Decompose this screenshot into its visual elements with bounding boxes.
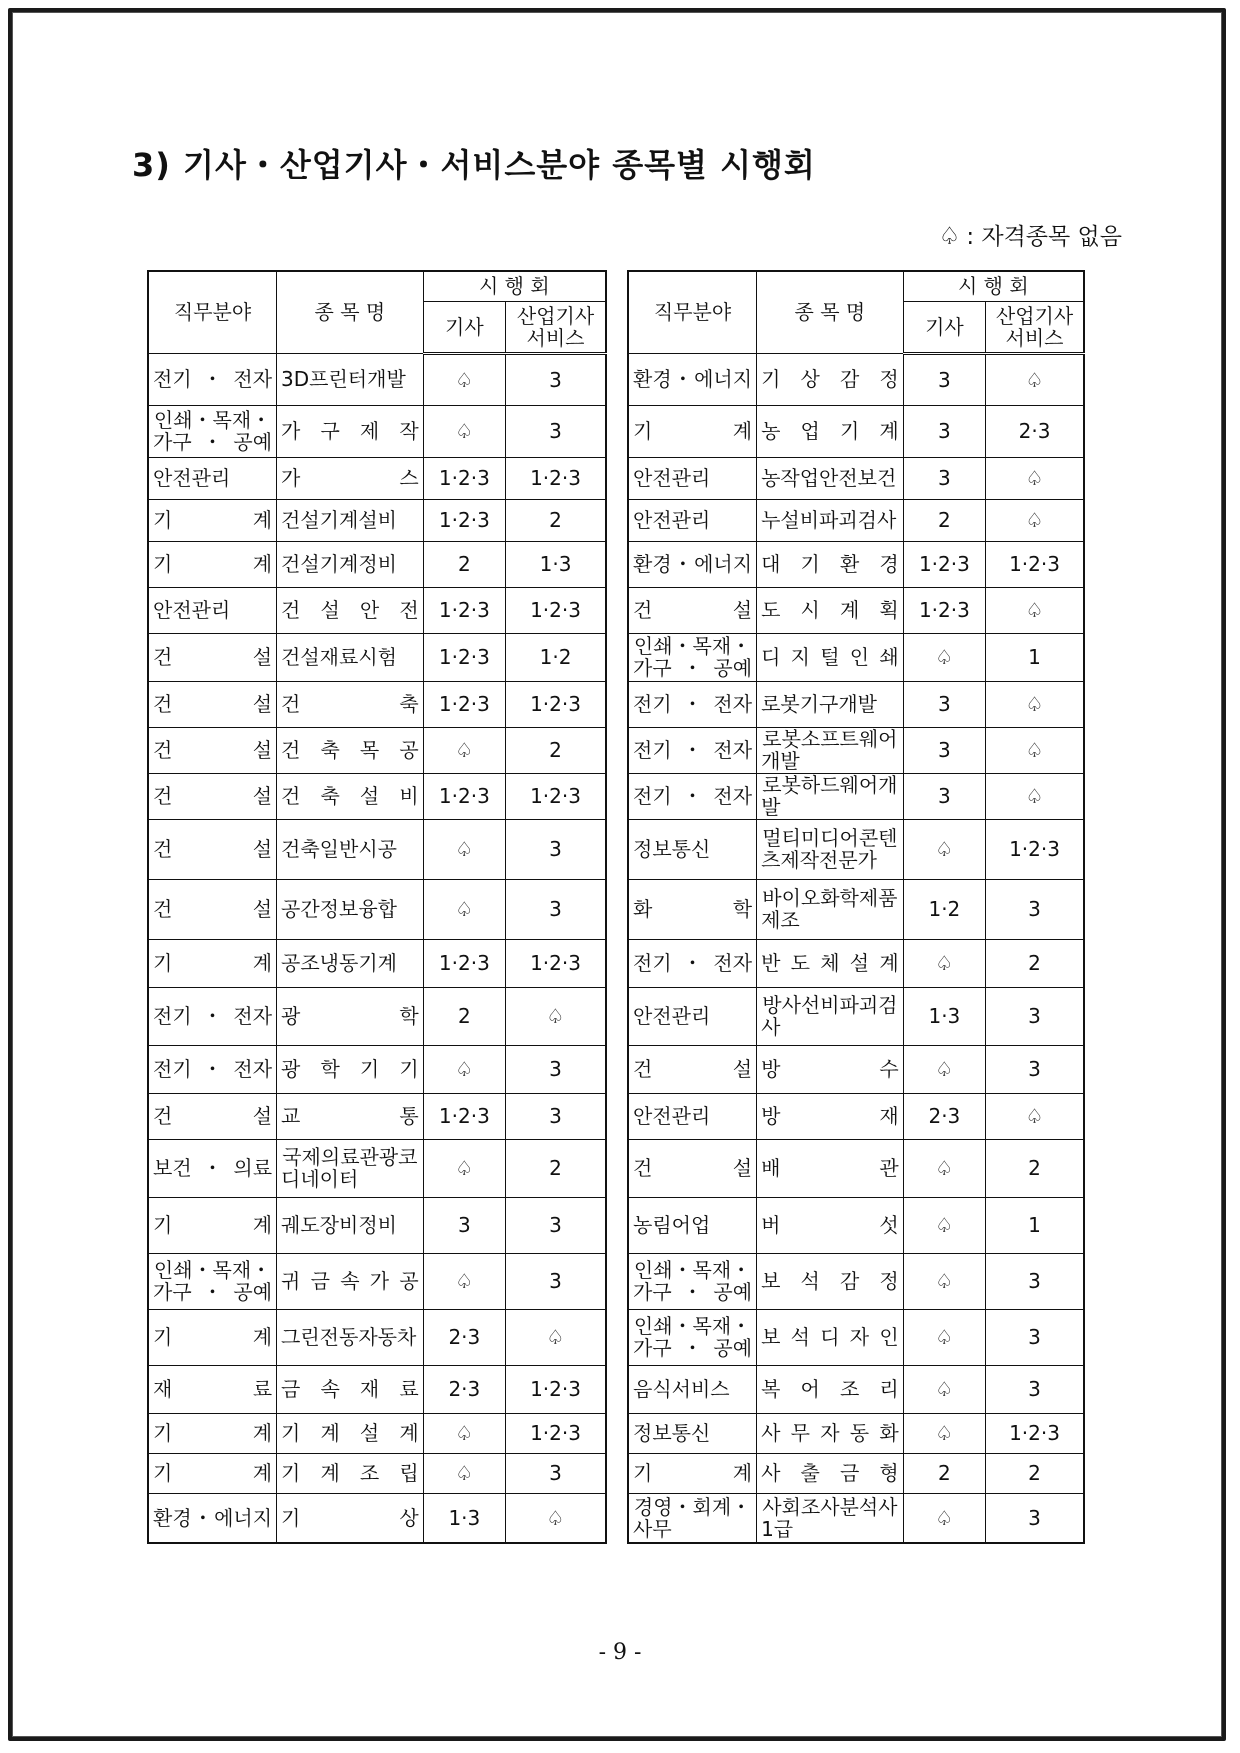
sanup-cell: 2 xyxy=(506,499,606,541)
sanup-cell: 1·2·3 xyxy=(506,681,606,727)
sanup-cell: 3 xyxy=(506,405,606,457)
sanup-cell: 3 xyxy=(506,819,606,879)
gisa-cell: ♤ xyxy=(423,1045,505,1093)
page-number: - 9 - xyxy=(598,1640,642,1665)
gisa-cell: ♤ xyxy=(903,633,985,681)
table-row xyxy=(148,819,606,879)
sanup-cell: 3 xyxy=(506,1453,606,1493)
gisa-cell: ♤ xyxy=(423,1139,505,1197)
table-row xyxy=(628,587,1084,633)
gisa-cell: 1·3 xyxy=(423,1493,505,1543)
section-heading: 3) 기사・산업기사・서비스분야 종목별 시행회 xyxy=(132,146,816,184)
gisa-cell: ♤ xyxy=(903,1139,985,1197)
sanup-cell: 3 xyxy=(506,1093,606,1139)
table-row xyxy=(148,1493,606,1543)
table-row xyxy=(628,353,1084,405)
name-cell: 농작업안전보건 xyxy=(757,457,904,499)
name-cell: 3D프린터개발 xyxy=(277,353,424,405)
sanup-cell: 1·2·3 xyxy=(986,1413,1084,1453)
name-cell: 누설비파괴검사 xyxy=(757,499,904,541)
name-cell: 로봇기구개발 xyxy=(757,681,904,727)
sanup-cell: 2 xyxy=(506,727,606,773)
name-cell: 광 학 기 기 xyxy=(277,1045,424,1093)
sanup-cell: 1·2·3 xyxy=(506,773,606,819)
gisa-cell: 2 xyxy=(903,499,985,541)
field-cell: 환경・에너지 xyxy=(628,541,757,587)
sanup-cell: 3 xyxy=(506,1045,606,1093)
table-row xyxy=(628,773,1084,819)
sanup-cell: ♤ xyxy=(986,773,1084,819)
field-cell: 전기・전자 xyxy=(148,353,277,405)
field-cell: 기 계 xyxy=(148,939,277,987)
sanup-cell: ♤ xyxy=(506,987,606,1045)
header-group: 시 행 회 xyxy=(903,271,1084,301)
field-cell: 건 설 xyxy=(148,879,277,939)
field-cell: 건 설 xyxy=(148,681,277,727)
sanup-cell: 3 xyxy=(986,1309,1084,1365)
gisa-cell: 1·2·3 xyxy=(423,499,505,541)
name-cell: 보 석 디 자 인 xyxy=(757,1309,904,1365)
name-cell: 건축일반시공 xyxy=(277,819,424,879)
sanup-cell: ♤ xyxy=(986,587,1084,633)
field-cell: 보건・의료 xyxy=(148,1139,277,1197)
sanup-cell: 3 xyxy=(506,353,606,405)
gisa-cell: 1·3 xyxy=(903,987,985,1045)
gisa-cell: 3 xyxy=(903,681,985,727)
table-row xyxy=(628,541,1084,587)
sanup-cell: ♤ xyxy=(986,353,1084,405)
table-row xyxy=(628,1365,1084,1413)
name-cell: 로봇소프트웨어개발 xyxy=(757,727,904,773)
table-row xyxy=(628,499,1084,541)
legend-text: : 자격종목 없음 xyxy=(966,224,1122,250)
name-cell: 배 관 xyxy=(757,1139,904,1197)
name-cell: 버 섯 xyxy=(757,1197,904,1253)
name-cell: 건 축 xyxy=(277,681,424,727)
sanup-cell: 1·2·3 xyxy=(506,1413,606,1453)
field-cell: 건 설 xyxy=(148,819,277,879)
gisa-cell: 1·2·3 xyxy=(423,457,505,499)
field-cell: 전기・전자 xyxy=(628,727,757,773)
field-cell: 인쇄・목재・가구・공예 xyxy=(628,1253,757,1309)
table-row xyxy=(148,499,606,541)
gisa-cell: 3 xyxy=(903,353,985,405)
table-row xyxy=(628,1139,1084,1197)
sanup-cell: 3 xyxy=(986,1365,1084,1413)
table-row xyxy=(628,1197,1084,1253)
name-cell: 보 석 감 정 xyxy=(757,1253,904,1309)
table-row xyxy=(628,1309,1084,1365)
table-row xyxy=(148,457,606,499)
sanup-cell: 3 xyxy=(506,1253,606,1309)
gisa-cell: ♤ xyxy=(423,405,505,457)
field-cell: 안전관리 xyxy=(628,987,757,1045)
gisa-cell: 3 xyxy=(903,727,985,773)
name-cell: 대 기 환 경 xyxy=(757,541,904,587)
field-cell: 인쇄・목재・가구・공예 xyxy=(628,1309,757,1365)
name-cell: 방 수 xyxy=(757,1045,904,1093)
field-cell: 전기・전자 xyxy=(628,773,757,819)
table-row xyxy=(628,819,1084,879)
name-cell: 건설기계설비 xyxy=(277,499,424,541)
sanup-cell: ♤ xyxy=(986,499,1084,541)
gisa-cell: ♤ xyxy=(423,1253,505,1309)
name-cell: 멀티미디어콘텐츠제작전문가 xyxy=(757,819,904,879)
table-row xyxy=(148,879,606,939)
table-row xyxy=(148,1197,606,1253)
name-cell: 공조냉동기계 xyxy=(277,939,424,987)
sanup-cell: ♤ xyxy=(986,457,1084,499)
gisa-cell: ♤ xyxy=(903,1253,985,1309)
sanup-cell: 2·3 xyxy=(986,405,1084,457)
field-cell: 건 설 xyxy=(148,633,277,681)
table-row xyxy=(148,1253,606,1309)
header-field: 직무분야 xyxy=(628,271,757,353)
name-cell: 기 계 조 립 xyxy=(277,1453,424,1493)
sanup-cell: 3 xyxy=(986,1493,1084,1543)
gisa-cell: 2 xyxy=(423,541,505,587)
sanup-cell: 1·2·3 xyxy=(506,1365,606,1413)
name-cell: 방 재 xyxy=(757,1093,904,1139)
field-cell: 기 계 xyxy=(148,1453,277,1493)
field-cell: 기 계 xyxy=(628,1453,757,1493)
table-row xyxy=(628,1045,1084,1093)
table-row xyxy=(148,681,606,727)
sanup-cell: 1·2 xyxy=(506,633,606,681)
table-row xyxy=(148,353,606,405)
sanup-cell: 1·2·3 xyxy=(506,939,606,987)
field-cell: 경영・회계・사무 xyxy=(628,1493,757,1543)
table-row xyxy=(628,681,1084,727)
gisa-cell: 2·3 xyxy=(903,1093,985,1139)
field-cell: 정보통신 xyxy=(628,1413,757,1453)
field-cell: 인쇄・목재・가구・공예 xyxy=(148,1253,277,1309)
gisa-cell: ♤ xyxy=(903,939,985,987)
sanup-cell: 3 xyxy=(986,987,1084,1045)
table-row xyxy=(148,1309,606,1365)
sanup-cell: 3 xyxy=(506,879,606,939)
name-cell: 사 출 금 형 xyxy=(757,1453,904,1493)
field-cell: 음식서비스 xyxy=(628,1365,757,1413)
gisa-cell: ♤ xyxy=(903,1045,985,1093)
field-cell: 기 계 xyxy=(148,1413,277,1453)
header-group: 시 행 회 xyxy=(423,271,606,301)
field-cell: 기 계 xyxy=(148,541,277,587)
name-cell: 사회조사분석사1급 xyxy=(757,1493,904,1543)
sanup-cell: 1·3 xyxy=(506,541,606,587)
gisa-cell: 2 xyxy=(423,987,505,1045)
name-cell: 로봇하드웨어개발 xyxy=(757,773,904,819)
name-cell: 건 축 목 공 xyxy=(277,727,424,773)
field-cell: 기 계 xyxy=(148,499,277,541)
field-cell: 안전관리 xyxy=(148,587,277,633)
field-cell: 환경・에너지 xyxy=(148,1493,277,1543)
field-cell: 재 료 xyxy=(148,1365,277,1413)
field-cell: 기 계 xyxy=(148,1309,277,1365)
sanup-cell: 2 xyxy=(986,1139,1084,1197)
table-row xyxy=(148,405,606,457)
gisa-cell: 3 xyxy=(903,405,985,457)
table-row xyxy=(148,1365,606,1413)
gisa-cell: ♤ xyxy=(423,1413,505,1453)
name-cell: 금 속 재 료 xyxy=(277,1365,424,1413)
sanup-cell: 3 xyxy=(986,1045,1084,1093)
name-cell: 그린전동자동차 xyxy=(277,1309,424,1365)
name-cell: 가 스 xyxy=(277,457,424,499)
gisa-cell: 1·2·3 xyxy=(423,681,505,727)
sanup-cell: ♤ xyxy=(506,1309,606,1365)
header-name: 종 목 명 xyxy=(757,271,904,353)
name-cell: 기 상 xyxy=(277,1493,424,1543)
gisa-cell: 1·2·3 xyxy=(903,541,985,587)
sanup-cell: 1·2·3 xyxy=(986,819,1084,879)
table-row xyxy=(148,587,606,633)
sanup-cell: 1·2·3 xyxy=(506,457,606,499)
table-row xyxy=(628,457,1084,499)
name-cell: 사 무 자 동 화 xyxy=(757,1413,904,1453)
gisa-cell: ♤ xyxy=(903,1413,985,1453)
field-cell: 건 설 xyxy=(628,587,757,633)
header-gisa: 기사 xyxy=(903,301,985,353)
sanup-cell: ♤ xyxy=(986,1093,1084,1139)
field-cell: 건 설 xyxy=(628,1045,757,1093)
spade-icon: ♤ xyxy=(938,222,961,250)
left-table xyxy=(147,270,607,1544)
table-row xyxy=(148,773,606,819)
table-row xyxy=(628,727,1084,773)
name-cell: 건 축 설 비 xyxy=(277,773,424,819)
gisa-cell: 2 xyxy=(903,1453,985,1493)
field-cell: 안전관리 xyxy=(628,457,757,499)
gisa-cell: 1·2·3 xyxy=(423,773,505,819)
gisa-cell: 2·3 xyxy=(423,1309,505,1365)
gisa-cell: ♤ xyxy=(423,879,505,939)
name-cell: 귀 금 속 가 공 xyxy=(277,1253,424,1309)
name-cell: 교 통 xyxy=(277,1093,424,1139)
table-row xyxy=(148,1139,606,1197)
header-field: 직무분야 xyxy=(148,271,277,353)
table-row xyxy=(148,727,606,773)
gisa-cell: 1·2·3 xyxy=(423,633,505,681)
name-cell: 디 지 털 인 쇄 xyxy=(757,633,904,681)
table-row xyxy=(148,633,606,681)
field-cell: 농림어업 xyxy=(628,1197,757,1253)
right-table xyxy=(627,270,1085,1544)
field-cell: 건 설 xyxy=(148,727,277,773)
field-cell: 건 설 xyxy=(148,1093,277,1139)
name-cell: 가 구 제 작 xyxy=(277,405,424,457)
field-cell: 기 계 xyxy=(628,405,757,457)
name-cell: 바이오화학제품제조 xyxy=(757,879,904,939)
field-cell: 전기・전자 xyxy=(628,681,757,727)
table-row xyxy=(148,987,606,1045)
gisa-cell: 2·3 xyxy=(423,1365,505,1413)
gisa-cell: 3 xyxy=(423,1197,505,1253)
table-row xyxy=(148,939,606,987)
name-cell: 복 어 조 리 xyxy=(757,1365,904,1413)
table-row xyxy=(628,1253,1084,1309)
field-cell: 인쇄・목재・가구・공예 xyxy=(628,633,757,681)
sanup-cell: 1·2·3 xyxy=(506,587,606,633)
header-sanup: 산업기사 서비스 xyxy=(986,301,1084,353)
gisa-cell: ♤ xyxy=(903,1309,985,1365)
header-name: 종 목 명 xyxy=(277,271,424,353)
legend xyxy=(939,218,1122,251)
sanup-cell: ♤ xyxy=(506,1493,606,1543)
gisa-cell: ♤ xyxy=(423,353,505,405)
field-cell: 화 학 xyxy=(628,879,757,939)
name-cell: 궤도장비정비 xyxy=(277,1197,424,1253)
name-cell: 건설재료시험 xyxy=(277,633,424,681)
name-cell: 기 계 설 계 xyxy=(277,1413,424,1453)
gisa-cell: ♤ xyxy=(423,1453,505,1493)
name-cell: 건 설 안 전 xyxy=(277,587,424,633)
table-row xyxy=(628,939,1084,987)
sanup-cell: ♤ xyxy=(986,681,1084,727)
gisa-cell: ♤ xyxy=(903,1493,985,1543)
name-cell: 반 도 체 설 계 xyxy=(757,939,904,987)
sanup-cell: 1 xyxy=(986,1197,1084,1253)
name-cell: 국제의료관광코디네이터 xyxy=(277,1139,424,1197)
name-cell: 공간정보융합 xyxy=(277,879,424,939)
field-cell: 전기・전자 xyxy=(628,939,757,987)
field-cell: 정보통신 xyxy=(628,819,757,879)
sanup-cell: 2 xyxy=(506,1139,606,1197)
table-row xyxy=(148,541,606,587)
table-row xyxy=(628,1453,1084,1493)
sanup-cell: 3 xyxy=(986,1253,1084,1309)
gisa-cell: ♤ xyxy=(423,819,505,879)
field-cell: 안전관리 xyxy=(628,1093,757,1139)
header-sanup: 산업기사 서비스 xyxy=(506,301,606,353)
name-cell: 기 상 감 정 xyxy=(757,353,904,405)
field-cell: 건 설 xyxy=(628,1139,757,1197)
table-row xyxy=(628,633,1084,681)
name-cell: 건설기계정비 xyxy=(277,541,424,587)
field-cell: 건 설 xyxy=(148,773,277,819)
table-row xyxy=(148,1413,606,1453)
header-gisa: 기사 xyxy=(423,301,505,353)
field-cell: 기 계 xyxy=(148,1197,277,1253)
gisa-cell: 1·2·3 xyxy=(423,587,505,633)
name-cell: 방사선비파괴검사 xyxy=(757,987,904,1045)
gisa-cell: ♤ xyxy=(903,1197,985,1253)
sanup-cell: 1 xyxy=(986,633,1084,681)
field-cell: 안전관리 xyxy=(628,499,757,541)
field-cell: 전기・전자 xyxy=(148,987,277,1045)
gisa-cell: ♤ xyxy=(903,1365,985,1413)
sanup-cell: 1·2·3 xyxy=(986,541,1084,587)
gisa-cell: 3 xyxy=(903,457,985,499)
field-cell: 안전관리 xyxy=(148,457,277,499)
gisa-cell: 3 xyxy=(903,773,985,819)
field-cell: 전기・전자 xyxy=(148,1045,277,1093)
sanup-cell: 2 xyxy=(986,1453,1084,1493)
gisa-cell: 1·2 xyxy=(903,879,985,939)
table-row xyxy=(628,405,1084,457)
field-cell: 환경・에너지 xyxy=(628,353,757,405)
table-row xyxy=(148,1093,606,1139)
field-cell: 인쇄・목재・가구・공예 xyxy=(148,405,277,457)
sanup-cell: 3 xyxy=(506,1197,606,1253)
gisa-cell: ♤ xyxy=(423,727,505,773)
name-cell: 농 업 기 계 xyxy=(757,405,904,457)
table-row xyxy=(628,879,1084,939)
sanup-cell: 2 xyxy=(986,939,1084,987)
table-row xyxy=(148,1453,606,1493)
table-row xyxy=(628,1493,1084,1543)
table-row xyxy=(628,1413,1084,1453)
gisa-cell: 1·2·3 xyxy=(423,939,505,987)
table-row xyxy=(148,1045,606,1093)
sanup-cell: 3 xyxy=(986,879,1084,939)
name-cell: 도 시 계 획 xyxy=(757,587,904,633)
table-row xyxy=(628,1093,1084,1139)
gisa-cell: ♤ xyxy=(903,819,985,879)
gisa-cell: 1·2·3 xyxy=(903,587,985,633)
name-cell: 광 학 xyxy=(277,987,424,1045)
gisa-cell: 1·2·3 xyxy=(423,1093,505,1139)
table-row xyxy=(628,987,1084,1045)
sanup-cell: ♤ xyxy=(986,727,1084,773)
